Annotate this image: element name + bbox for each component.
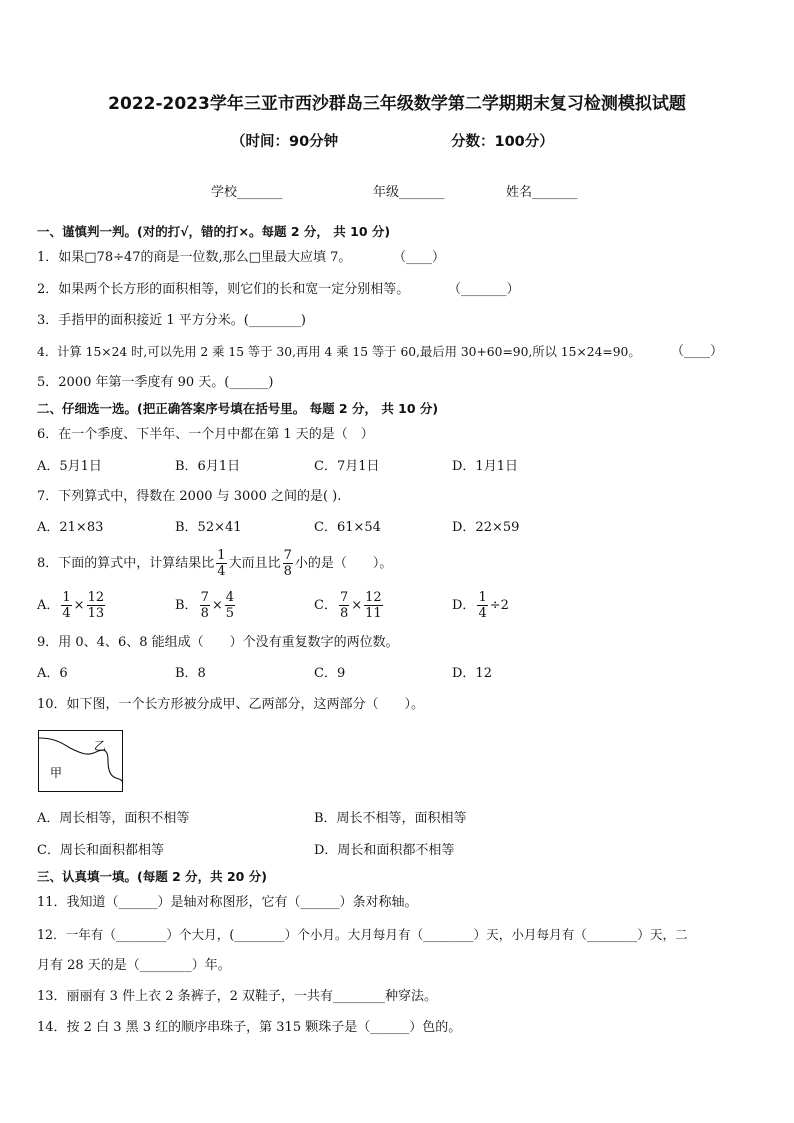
figure-label-jia: 甲: [50, 766, 63, 780]
question-8-option-d[interactable]: D． $\frac{1}{4}$ ÷2: [452, 590, 509, 621]
figure-label-yi: 乙: [94, 739, 107, 753]
question-7-option-c[interactable]: C．61×54: [314, 520, 381, 535]
question-5: 5．2000 年第一季度有 90 天。(______): [37, 375, 274, 390]
question-8-option-c[interactable]: C． $\frac{7}{8}$ × $\frac{12}{11}$: [314, 590, 382, 621]
fraction: $\frac{12}{13}$: [87, 590, 105, 621]
fraction-one-quarter: $\frac{1}{4}$: [217, 548, 226, 579]
question-4-answer-blank[interactable]: （____）: [671, 344, 724, 359]
section-3-heading: 三、认真填一填。(每题 2 分，共 20 分): [37, 869, 267, 884]
question-10-option-a[interactable]: A．周长相等，面积不相等: [37, 811, 190, 826]
fraction: $\frac{12}{11}$: [365, 590, 382, 621]
question-8-option-b[interactable]: B． $\frac{7}{8}$ × $\frac{4}{5}$: [175, 590, 235, 621]
fraction: $\frac{1}{4}$: [478, 590, 487, 621]
question-7: 7．下列算式中，得数在 2000 与 3000 之间的是( ).: [37, 489, 342, 504]
question-14: 14．按 2 白 3 黑 3 红的顺序串珠子，第 315 颗珠子是（______）色的。: [37, 1020, 462, 1035]
exam-score: 分数：100分）: [451, 134, 554, 150]
question-7-option-b[interactable]: B．52×41: [175, 520, 242, 535]
question-9-option-b[interactable]: B．8: [175, 666, 206, 681]
fraction: $\frac{7}{8}$: [339, 590, 349, 621]
question-10-option-d[interactable]: D．周长和面积都不相等: [314, 843, 455, 858]
question-4: 4．计算 15×24 时,可以先用 2 乘 15 等于 30,再用 4 乘 15 等于 60,最后用 30+60=90,所以 15×24=90。: [37, 345, 641, 359]
question-8-text-post: 小的是（ ）。: [294, 556, 393, 571]
question-13: 13．丽丽有 3 件上衣 2 条裤子，2 双鞋子，一共有________种穿法。: [37, 989, 438, 1004]
school-field[interactable]: 学校_______: [211, 185, 283, 200]
question-8-text-mid: 大而且比: [228, 556, 281, 571]
exam-time: （时间：90分钟: [231, 134, 339, 150]
rectangle-split-figure: [38, 730, 124, 792]
question-2: 2．如果两个长方形的面积相等，则它们的长和宽一定分别相等。: [37, 282, 410, 297]
question-12-line-1: 12．一年有（________）个大月，(________）个小月。大月每月有（________）天，小月每月有（________）天，二: [37, 927, 688, 942]
question-1: 1．如果□78÷47的商是一位数,那么□里最大应填 7。: [37, 250, 352, 265]
section-1-heading: 一、谨慎判一判。(对的打√，错的打×。每题 2 分， 共 10 分): [37, 224, 391, 239]
question-12-line-2: 月有 28 天的是（________）年。: [37, 958, 231, 973]
question-10-option-c[interactable]: C．周长和面积都相等: [37, 843, 164, 858]
grade-field[interactable]: 年级_______: [373, 185, 445, 200]
exam-title: 2022-2023学年三亚市西沙群岛三年级数学第二学期期末复习检测模拟试题: [108, 94, 686, 114]
question-10-option-b[interactable]: B．周长不相等，面积相等: [314, 811, 467, 826]
question-7-option-d[interactable]: D．22×59: [452, 520, 520, 535]
fraction-seven-eighths: $\frac{7}{8}$: [283, 548, 292, 579]
section-2-heading: 二、仔细选一选。(把正确答案序号填在括号里。 每题 2 分， 共 10 分): [37, 401, 439, 416]
question-6-option-a[interactable]: A．5月1日: [37, 459, 102, 474]
question-8-option-a[interactable]: A． $\frac{1}{4}$ × $\frac{12}{13}$: [37, 590, 105, 621]
question-6-option-d[interactable]: D．1月1日: [452, 459, 518, 474]
question-11: 11．我知道（______）是轴对称图形，它有（______）条对称轴。: [37, 895, 418, 910]
fraction: $\frac{4}{5}$: [225, 590, 235, 621]
question-9-option-a[interactable]: A．6: [37, 666, 68, 681]
fraction: $\frac{7}{8}$: [200, 590, 209, 621]
question-8-text-pre: 8．下面的算式中，计算结果比: [37, 556, 215, 571]
question-6: 6．在一个季度、下半年、一个月中都在第 1 天的是（ ）: [37, 427, 374, 442]
question-9-option-c[interactable]: C．9: [314, 666, 346, 681]
question-3: 3．手指甲的面积接近 1 平方分米。(________): [37, 313, 306, 328]
question-1-answer-blank[interactable]: （____）: [393, 250, 446, 265]
question-9-option-d[interactable]: D．12: [452, 666, 492, 681]
question-6-option-c[interactable]: C．7月1日: [314, 459, 380, 474]
question-2-answer-blank[interactable]: （_______）: [448, 282, 520, 297]
question-9: 9．用 0、4、6、8 能组成（ ）个没有重复数字的两位数。: [37, 635, 399, 650]
question-8: [37, 547, 392, 581]
question-6-option-b[interactable]: B．6月1日: [175, 459, 241, 474]
name-field[interactable]: 姓名_______: [506, 185, 578, 200]
question-10: 10．如下图，一个长方形被分成甲、乙两部分，这两部分（ ）。: [37, 697, 425, 712]
fraction: $\frac{1}{4}$: [62, 590, 71, 621]
question-7-option-a[interactable]: A．21×83: [37, 520, 104, 535]
